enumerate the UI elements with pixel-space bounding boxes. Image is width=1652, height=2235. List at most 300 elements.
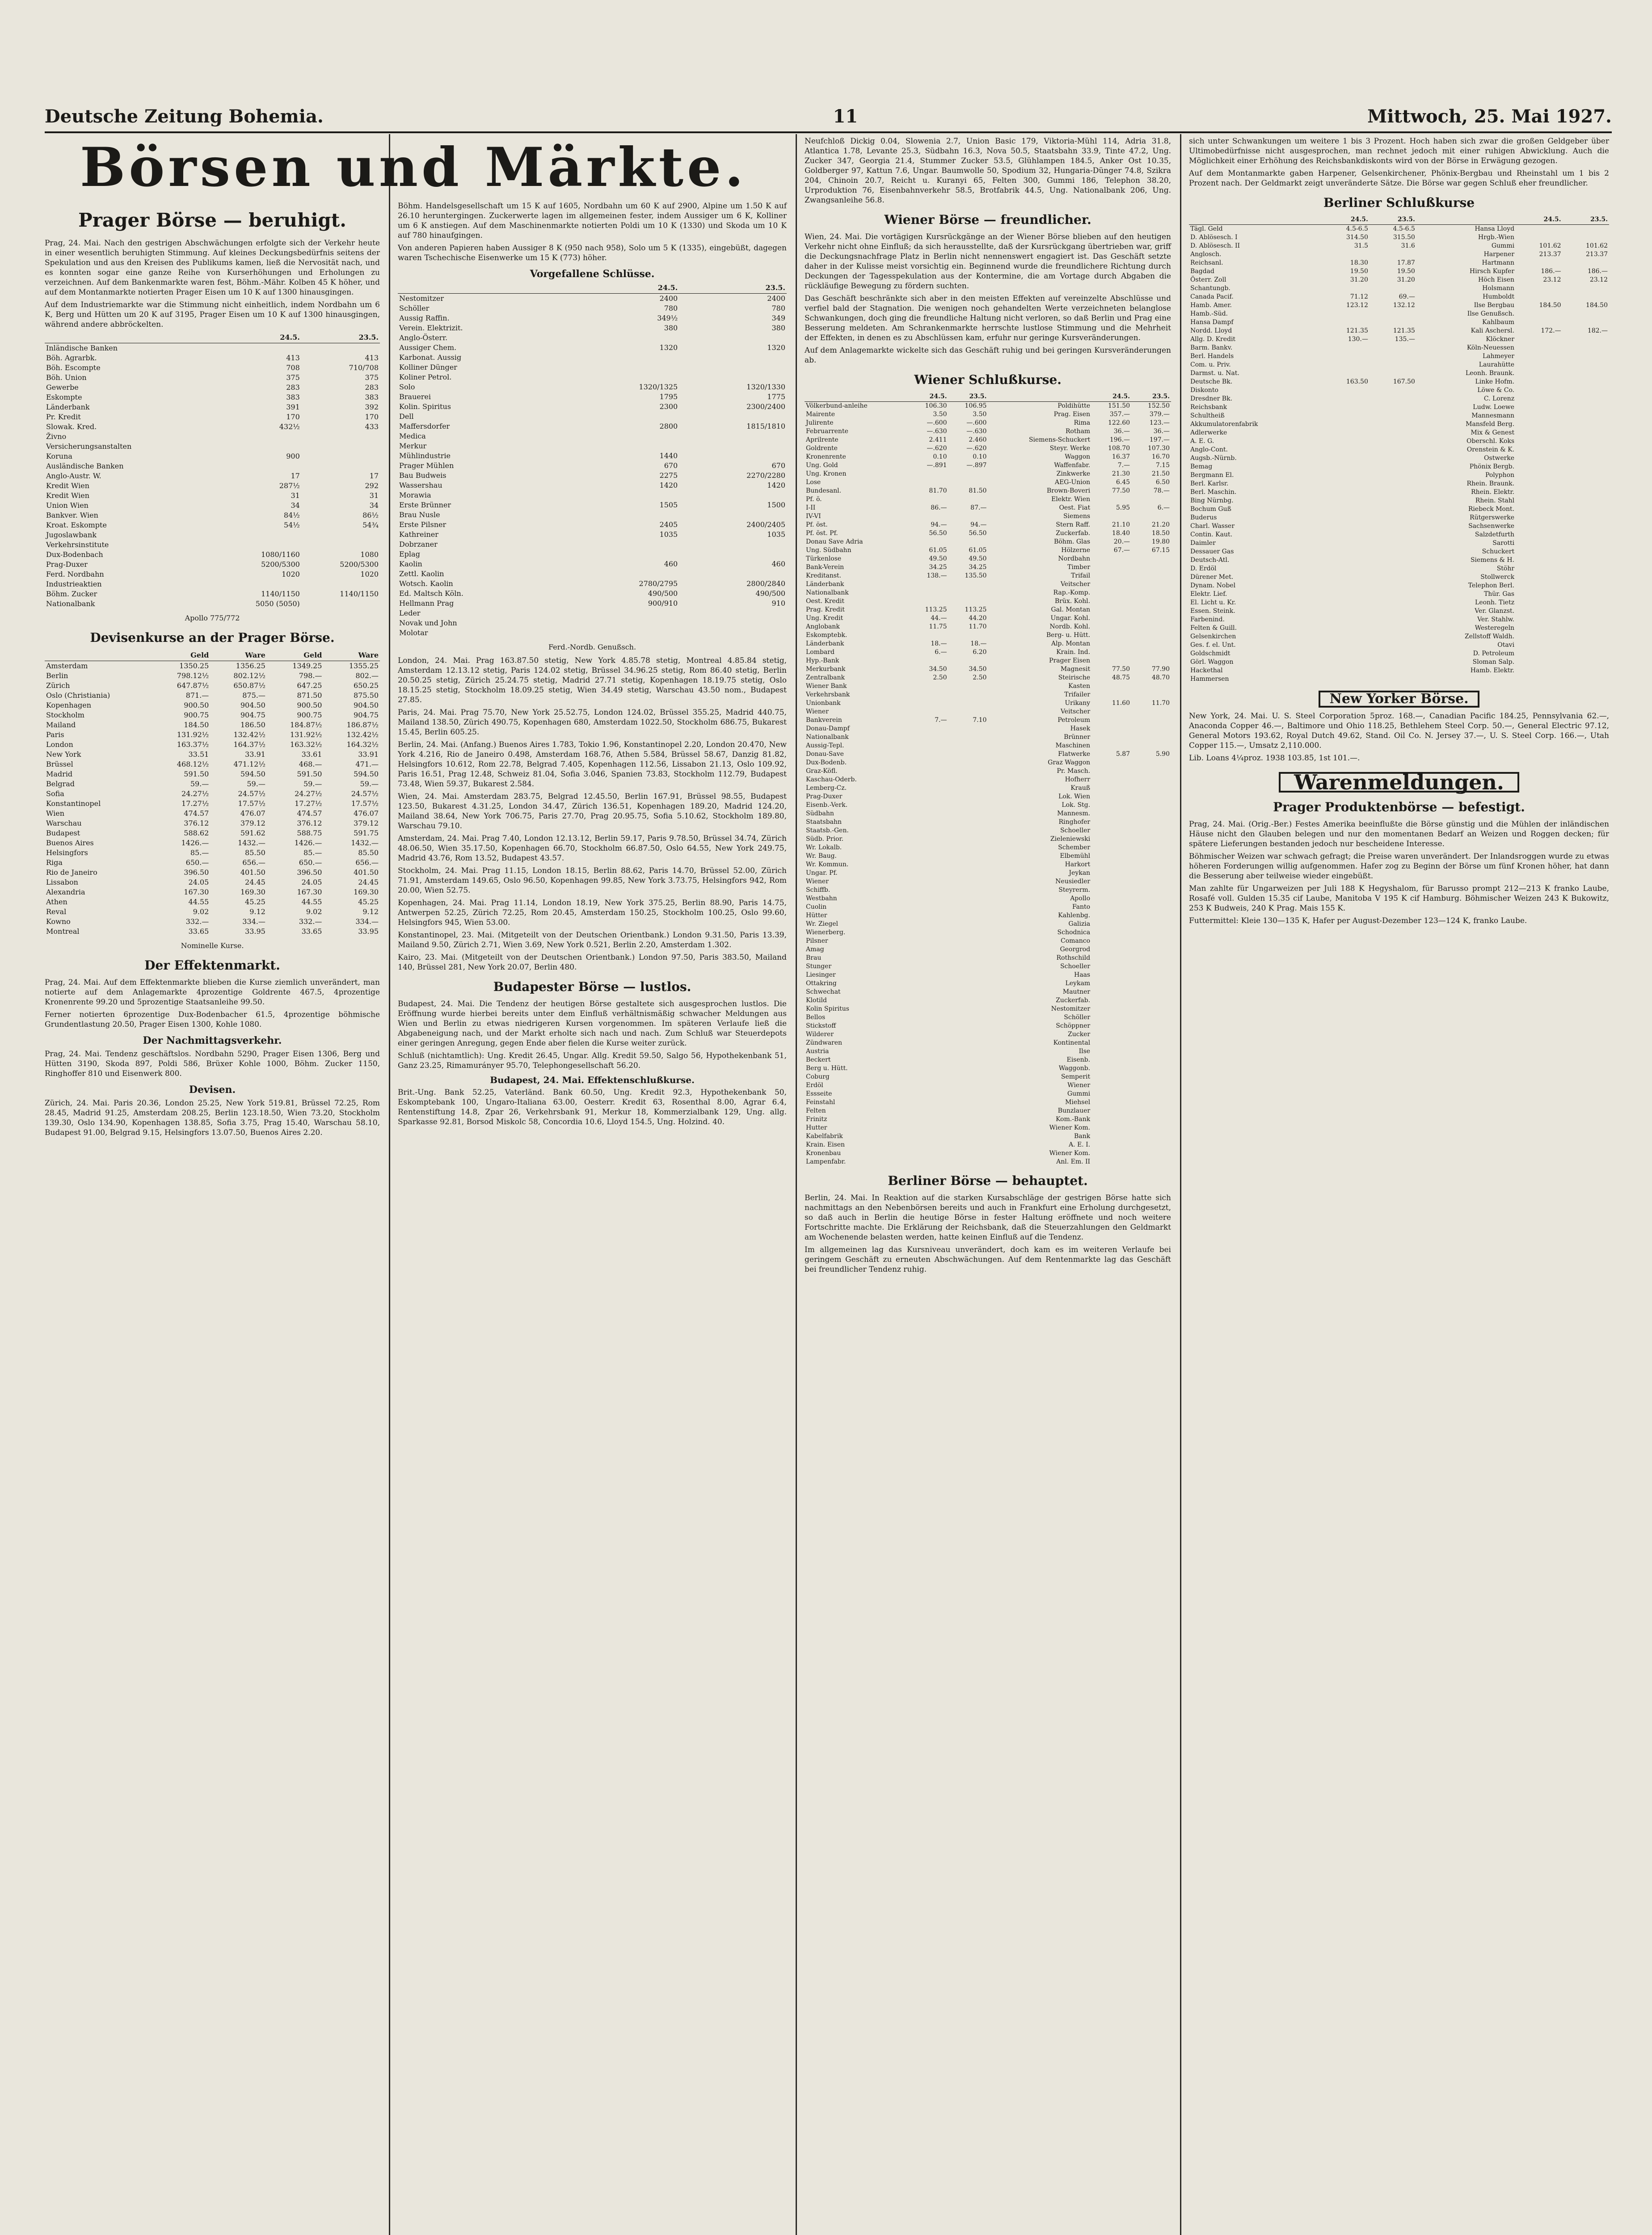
table-cell [909, 1030, 948, 1039]
table-cell [909, 971, 948, 979]
table-cell: Hirsch Kupfer [1469, 268, 1515, 275]
table-cell: Adlerwerke [1190, 429, 1227, 436]
table-cell [948, 691, 988, 699]
table-cell: Bank-Verein [806, 564, 844, 571]
table-row [45, 671, 380, 681]
table-cell: 900.75 [297, 711, 322, 719]
table-cell: Apollo [1070, 895, 1091, 902]
table-cell [1323, 599, 1370, 607]
table-cell: Diskonto [1190, 387, 1218, 394]
table-cell: Oest. Kredit [806, 598, 844, 605]
table-cell: 591.75 [354, 829, 379, 837]
table-cell [909, 1158, 948, 1166]
table-row [1189, 522, 1609, 531]
table-cell [948, 954, 988, 962]
table-cell: 167.50 [1393, 378, 1415, 385]
table-cell: Kali Aschersl. [1471, 327, 1515, 334]
table-cell: 85.— [303, 848, 322, 857]
table-cell: Riebeck Mont. [1468, 506, 1515, 513]
table-cell: Kaolin [399, 560, 422, 568]
table-cell: Zettl. Kaolin [399, 569, 444, 578]
table-cell [1370, 624, 1416, 633]
table-cell [1131, 742, 1171, 750]
table-cell: 164.32½ [346, 740, 379, 749]
table-cell [1092, 1115, 1131, 1124]
table-cell [1131, 1158, 1171, 1166]
table-cell [1092, 512, 1131, 521]
table-cell: 101.62 [1539, 242, 1561, 249]
table-cell [948, 1073, 988, 1081]
table-cell [909, 538, 948, 546]
table-cell: 1035 [659, 530, 678, 539]
table-cell: 18.30 [1350, 259, 1368, 266]
table-header: 23.5. [948, 392, 988, 402]
table-cell [1131, 512, 1171, 521]
table-cell: 0.10 [973, 453, 987, 460]
table-cell: 383 [286, 393, 300, 401]
table-cell: Erste Pilsner [399, 520, 447, 529]
table-cell [948, 1090, 988, 1098]
table-cell [1131, 894, 1171, 903]
table-cell: 591.50 [184, 770, 209, 778]
table-cell: Felten [806, 1107, 826, 1114]
table-row [805, 563, 1171, 572]
table-cell: Harpener [1483, 251, 1515, 258]
table-row [45, 779, 380, 789]
table-cell [1323, 318, 1370, 327]
table-cell: Gummi [1067, 1090, 1091, 1097]
table-cell [1323, 649, 1370, 658]
table-cell: Südb. Prior. [806, 835, 844, 843]
table-row [805, 427, 1171, 436]
table-row [398, 412, 787, 422]
table-cell [1092, 733, 1131, 742]
table-cell [909, 937, 948, 945]
devisen-table [45, 650, 380, 936]
table-cell: 1349.25 [292, 662, 322, 670]
table-cell [1370, 310, 1416, 318]
table-row [805, 742, 1171, 750]
table-cell: Bank [1074, 1133, 1091, 1140]
table-row [45, 809, 380, 818]
table-cell [948, 708, 988, 716]
table-cell [1516, 624, 1562, 633]
table-row [805, 945, 1171, 954]
table-cell: 315.50 [1393, 234, 1415, 241]
table-cell [1092, 793, 1131, 801]
warenmeldungen-heading: Warenmeldungen. [1279, 772, 1519, 793]
table-cell: 17.27½ [181, 799, 209, 808]
table-cell [948, 945, 988, 954]
table-cell: 432½ [279, 422, 300, 431]
table-cell: Siemens [1063, 513, 1091, 520]
table-cell: Februarrente [806, 428, 848, 435]
table-cell: Wilderer [806, 1031, 834, 1038]
table-cell: 59.— [247, 780, 266, 788]
table-cell: D. Erdöl [1190, 565, 1217, 572]
table-cell: 19.50 [1397, 268, 1415, 275]
table-row [45, 501, 380, 510]
table-cell: Schöller [1064, 1014, 1091, 1021]
table-cell: 670 [664, 461, 678, 470]
table-cell [1092, 835, 1131, 843]
table-row [398, 323, 787, 333]
table-row [45, 927, 380, 936]
table-cell: 7.— [1117, 462, 1130, 469]
table-cell: Berl. Karlsr. [1190, 480, 1229, 487]
table-cell: Ungar. Kohl. [1050, 615, 1091, 622]
table-row [805, 691, 1171, 699]
table-row [805, 869, 1171, 877]
table-cell [1131, 979, 1171, 988]
table-cell: 17.27½ [295, 799, 322, 808]
table-cell [679, 569, 787, 579]
table-row [805, 487, 1171, 495]
table-cell: Julirente [806, 419, 834, 426]
table-cell: Kolin. Spiritus [399, 402, 451, 411]
table-cell [1563, 649, 1609, 658]
table-cell: Mannesmann [1471, 412, 1515, 419]
table-cell: Dux-Bodenbach [46, 550, 103, 559]
table-cell [909, 996, 948, 1005]
table-cell [1563, 505, 1609, 514]
table-cell [1370, 522, 1416, 531]
table-cell [1092, 962, 1131, 971]
table-cell [1563, 395, 1609, 403]
table-cell: 2800/2840 [746, 579, 785, 588]
table-cell: 106.30 [925, 402, 947, 409]
table-cell: Koliner Petrol. [399, 373, 452, 381]
table-cell: Aussiger Chem. [399, 343, 457, 352]
table-cell [1370, 429, 1416, 437]
table-cell [1092, 818, 1131, 827]
table-cell: 21.30 [1112, 470, 1130, 477]
table-row [805, 648, 1171, 657]
paragraph: Budapest, 24. Mai. Die Tendenz der heutigen Börse gestaltete sich ausgesprochen lustlos. Die Eröffnung wurde hierbei bereits unter dem Einfluß verhältnismäßig schwacher Meldungen aus Wien und Berlin zu etwas niedrigeren Kursen vorgenommen. Im späteren Verlaufe ließ die Abgabeneigung nach, und der Markt erholte sich nach und nach. Zum Schluß war Steuerdepots einer geringen Anregung, gegen Ende aber fielen die Kurse weiter zurück. [398, 999, 787, 1048]
table-cell: 24.27½ [295, 789, 322, 798]
table-cell: Mühlindustrie [399, 451, 451, 460]
table-cell: Alp. Montan [1051, 640, 1091, 647]
table-cell: Novak und John [399, 619, 457, 627]
table-row [805, 818, 1171, 827]
table-cell: 132.12 [1393, 302, 1415, 309]
table-cell [948, 733, 988, 742]
table-cell [1516, 310, 1562, 318]
table-cell: 4.5-6.5 [1393, 225, 1415, 232]
table-cell [1323, 488, 1370, 497]
table-cell: 9.12 [362, 907, 379, 916]
table-cell [948, 682, 988, 691]
table-cell [1131, 1022, 1171, 1030]
table-cell [1323, 446, 1370, 454]
table-cell: Mautner [1062, 988, 1091, 995]
table-row [398, 441, 787, 451]
table-cell: Bankver. Wien [46, 511, 98, 519]
table-cell: Mairente [806, 411, 835, 418]
table-cell [1370, 658, 1416, 666]
table-cell: 6.45 [1116, 479, 1130, 486]
table-cell [1092, 1141, 1131, 1149]
table-row [45, 491, 380, 501]
table-row [805, 1107, 1171, 1115]
table-cell [1131, 733, 1171, 742]
table-cell [948, 894, 988, 903]
table-cell: 710/708 [349, 363, 379, 372]
table-cell [1563, 344, 1609, 352]
table-cell [948, 903, 988, 911]
table-cell: 34.25 [929, 564, 947, 571]
table-cell: Ung. Gold [806, 462, 838, 469]
table-row [805, 589, 1171, 597]
table-cell: 31.6 [1401, 242, 1415, 249]
table-row [1189, 437, 1609, 446]
table-cell: Ilse [1079, 1048, 1091, 1055]
table-cell: 1350.25 [179, 662, 209, 670]
table-cell: Stickstoff [806, 1022, 836, 1029]
table-row [805, 827, 1171, 835]
table-cell: Buderus [1190, 514, 1217, 521]
table-cell: Westbahn [806, 895, 837, 902]
table-cell [909, 691, 948, 699]
table-row [1189, 293, 1609, 301]
table-cell: Schuckert [1482, 548, 1515, 555]
table-cell [1370, 616, 1416, 624]
table-cell [1563, 539, 1609, 548]
table-cell [1563, 454, 1609, 463]
table-cell: 900.50 [184, 701, 209, 709]
table-cell: 18.40 [1112, 530, 1130, 537]
table-cell [1370, 607, 1416, 616]
table-row [45, 451, 380, 461]
table-cell [1131, 818, 1171, 827]
table-cell [1323, 607, 1370, 616]
table-cell [909, 597, 948, 606]
table-cell: Hellmann Prag [399, 599, 454, 607]
table-row [398, 589, 787, 599]
table-cell [948, 971, 988, 979]
table-row [398, 608, 787, 618]
table-cell: Reichsbank [1190, 404, 1227, 411]
table-cell [1516, 488, 1562, 497]
berlin-schluss-heading: Berliner Schlußkurse [1323, 195, 1475, 210]
table-cell [1131, 1005, 1171, 1013]
table-cell [571, 333, 679, 343]
table-cell: Versicherungsanstalten [46, 442, 132, 451]
table-cell [1563, 590, 1609, 599]
table-cell: Coburg [806, 1073, 830, 1080]
table-cell [1131, 954, 1171, 962]
table-cell: 86½ [362, 511, 379, 519]
table-cell: 1020 [360, 570, 379, 578]
table-cell: Siemens-Schuckert [1028, 436, 1091, 443]
table-row [398, 451, 787, 461]
table-cell: 376.12 [297, 819, 322, 827]
table-cell [1516, 531, 1562, 539]
table-cell: Kathreiner [399, 530, 438, 539]
table-cell: 213.37 [1539, 251, 1561, 258]
table-cell: 44.55 [188, 898, 209, 906]
table-cell: Kowno [46, 917, 71, 926]
table-cell: 6.50 [1155, 479, 1170, 486]
table-cell [1370, 480, 1416, 488]
table-row [398, 510, 787, 520]
budapest-heading: Budapester Börse — lustlos. [493, 979, 691, 994]
table-cell: 871.— [185, 691, 209, 700]
page-title: Börsen und Märkte. [80, 136, 747, 199]
table-cell [1516, 556, 1562, 565]
table-row [45, 442, 380, 451]
table-cell: 31.20 [1397, 276, 1415, 283]
table-cell: Canada Pacif. [1190, 293, 1234, 300]
table-cell [1370, 454, 1416, 463]
table-row [1189, 352, 1609, 361]
table-cell: Ausländische Banken [46, 462, 124, 470]
table-cell: Zürich [46, 681, 70, 690]
table-cell [909, 1124, 948, 1132]
table-cell [1516, 666, 1562, 675]
table-cell [1131, 767, 1171, 776]
table-cell [1370, 284, 1416, 293]
table-cell: Klotild [806, 997, 827, 1004]
table-cell: 468.— [299, 760, 322, 768]
table-cell [1131, 886, 1171, 894]
table-row [45, 383, 380, 392]
table-cell: 33.65 [301, 927, 322, 936]
table-cell [212, 442, 301, 451]
table-cell: —.891 [927, 462, 947, 469]
table-row [45, 343, 380, 354]
table-row [45, 560, 380, 569]
table-row [45, 402, 380, 412]
table-row [1189, 565, 1609, 573]
table-cell [948, 1013, 988, 1022]
table-cell: 1355.25 [349, 662, 379, 670]
table-cell [1131, 1081, 1171, 1090]
table-cell: 186.— [1541, 268, 1561, 275]
table-cell [1563, 616, 1609, 624]
table-row [398, 313, 787, 323]
table-cell [1563, 675, 1609, 683]
table-cell [1516, 548, 1562, 556]
table-cell: Böh. Agrarbk. [46, 354, 97, 362]
table-cell: 780 [771, 304, 785, 312]
table-cell [1092, 1013, 1131, 1022]
table-row [805, 810, 1171, 818]
table-cell: 59.— [360, 780, 379, 788]
table-row [805, 419, 1171, 427]
newspaper-name: Deutsche Zeitung Bohemia. [45, 106, 324, 127]
table-cell: Orenstein & K. [1467, 446, 1515, 453]
table-cell [948, 495, 988, 504]
table-cell [948, 793, 988, 801]
table-cell: Anglobank [806, 623, 840, 630]
table-cell [1092, 852, 1131, 860]
table-row [398, 431, 787, 441]
table-cell [1370, 505, 1416, 514]
table-cell: 3.50 [973, 411, 987, 418]
table-cell [1323, 497, 1370, 505]
table-cell: Rothschild [1056, 954, 1091, 961]
table-row [45, 471, 380, 481]
table-cell [1323, 531, 1370, 539]
table-cell: Länderbank [46, 403, 90, 411]
table-cell: 184.50 [1586, 302, 1608, 309]
table-header [988, 392, 1092, 402]
table-cell: Ver. Glanzst. [1475, 607, 1515, 615]
table-row [805, 954, 1171, 962]
table-cell: Medica [399, 432, 426, 440]
table-cell [948, 1081, 988, 1090]
table-row [805, 979, 1171, 988]
table-cell [1370, 344, 1416, 352]
table-cell: Nationalbank [806, 589, 849, 596]
table-cell [1092, 1132, 1131, 1141]
table-cell: Hamb.-Süd. [1190, 310, 1228, 317]
table-cell: Alexandria [46, 888, 85, 896]
table-cell [1131, 495, 1171, 504]
table-row [398, 304, 787, 313]
table-cell [1563, 225, 1609, 234]
table-cell: 45.25 [358, 898, 379, 906]
table-cell: 172.— [1541, 327, 1561, 334]
table-row [45, 373, 380, 383]
table-cell: Sofia [46, 789, 64, 798]
table-cell: Madrid [46, 770, 73, 778]
table-cell [1516, 429, 1562, 437]
table-row [805, 597, 1171, 606]
table-cell [909, 1107, 948, 1115]
table-cell [909, 928, 948, 937]
table-cell: Hammersen [1190, 675, 1229, 683]
table-cell [948, 589, 988, 597]
effektenmarkt-heading: Der Effektenmarkt. [144, 958, 280, 973]
table-cell [1092, 1022, 1131, 1030]
table-cell: Prag. Kredit [806, 606, 845, 613]
table-cell: Veitscher [1060, 581, 1091, 588]
table-cell [1131, 1115, 1171, 1124]
table-cell [1516, 361, 1562, 369]
table-cell: Solo [399, 383, 415, 391]
table-row [805, 1013, 1171, 1022]
table-cell: Schultheiß [1190, 412, 1225, 419]
table-cell: 656.— [242, 858, 266, 867]
table-cell: Aussig Raffin. [399, 314, 450, 322]
table-cell [1516, 480, 1562, 488]
table-cell [909, 1047, 948, 1056]
table-cell: Schember [1058, 844, 1091, 851]
table-cell [1516, 284, 1562, 293]
table-cell: 379.12 [240, 819, 266, 827]
table-cell [948, 827, 988, 835]
table-cell [909, 801, 948, 810]
table-cell: 357.— [1109, 411, 1130, 418]
table-row [45, 917, 380, 927]
page-number: 11 [833, 106, 858, 127]
table-cell: Nationalbank [806, 734, 849, 741]
table-cell [1092, 648, 1131, 657]
table-cell: 433 [365, 422, 379, 431]
table-cell [909, 877, 948, 886]
table-cell: 9.02 [306, 907, 322, 916]
table-cell: Athen [46, 898, 67, 906]
table-cell: 20.— [1113, 538, 1130, 545]
table-cell: 349½ [657, 314, 678, 322]
table-row [45, 799, 380, 809]
table-cell [571, 510, 679, 520]
table-cell: 9.12 [249, 907, 266, 916]
table-header: 24.5. [212, 332, 301, 343]
table-cell [1563, 352, 1609, 361]
